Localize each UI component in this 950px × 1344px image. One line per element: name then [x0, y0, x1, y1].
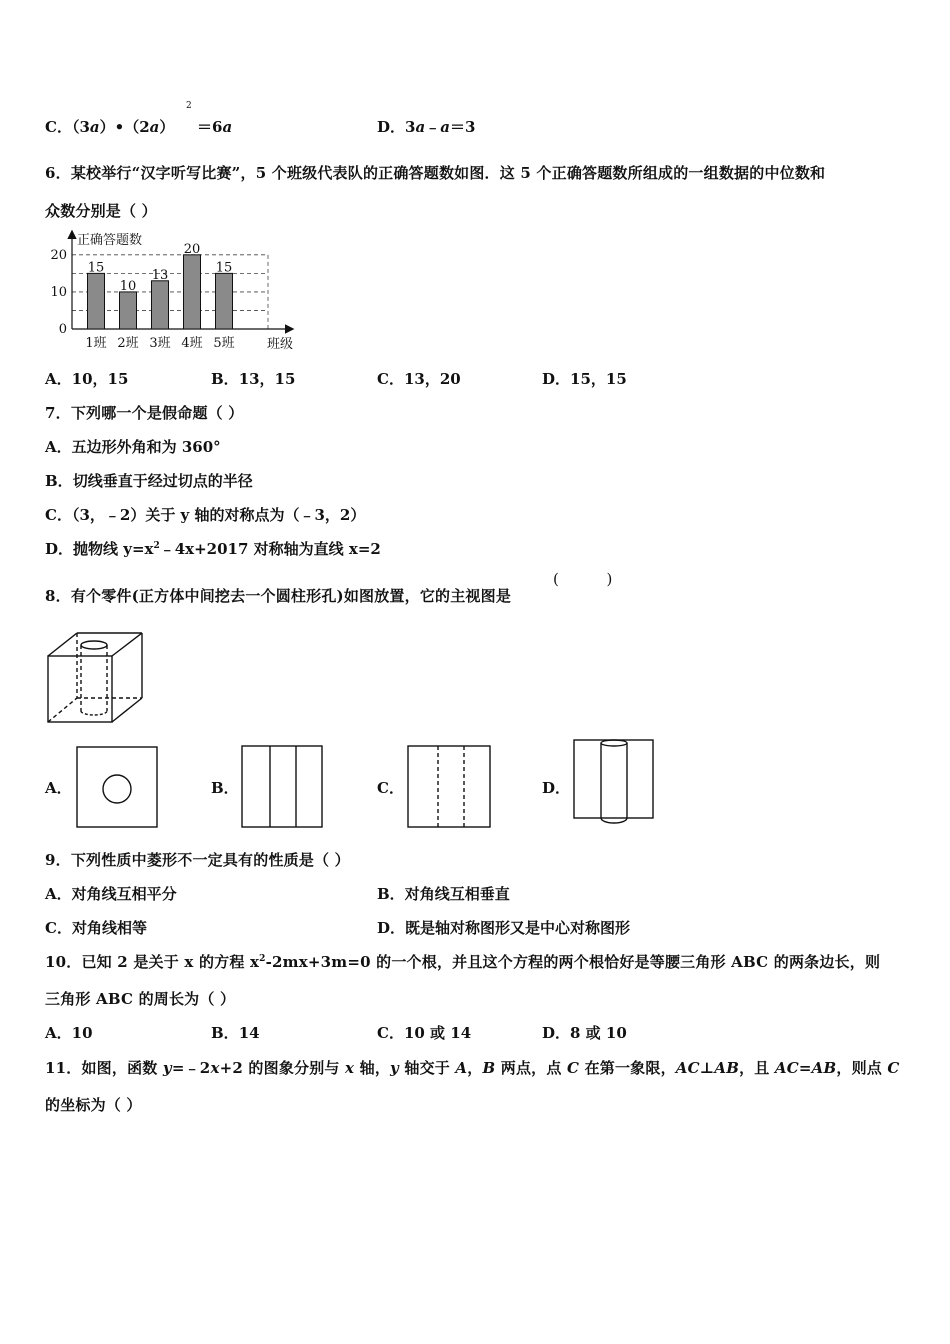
- chart-x-tick-label: 5班: [213, 336, 235, 351]
- q10-option-b: B．14: [211, 1024, 260, 1042]
- chart-y-axis-label: 正确答题数: [77, 233, 143, 248]
- chart-y-tick-label: 10: [50, 284, 67, 300]
- chart-x-tick-label: 3班: [149, 336, 171, 351]
- chart-bar: [184, 255, 201, 329]
- chart-bar: [152, 281, 169, 329]
- chart-y-tick-label: 20: [50, 247, 67, 263]
- q8-option-a-label: A．: [45, 779, 72, 797]
- cube-front-face: [48, 656, 112, 722]
- q7-option-a: A．五边形外角和为 360°: [45, 438, 221, 456]
- q5-option-d: D．3a﹣a＝3: [377, 118, 476, 136]
- q10-option-c: C．10 或 14: [377, 1024, 472, 1042]
- q6-option-d: D．15，15: [542, 370, 627, 388]
- cylinder-bottom: [81, 711, 107, 715]
- chart-data-label: 10: [119, 278, 137, 294]
- cylinder-top: [81, 641, 107, 649]
- q8-cube-figure: [45, 628, 149, 726]
- q5-option-c-result: ＝6a: [197, 118, 233, 136]
- q6-stem-line2: 众数分别是（ ）: [45, 202, 157, 220]
- q8-option-c-label: C．: [377, 779, 404, 797]
- q8-option-d-label: D．: [542, 779, 571, 797]
- chart-x-tick-label: 1班: [85, 336, 107, 351]
- q9-option-c: C．对角线相等: [45, 919, 147, 937]
- cube-edge: [112, 633, 142, 656]
- q8-option-a-figure: [76, 746, 158, 828]
- cube-edge: [112, 698, 142, 722]
- q5-option-d-label: D．: [377, 118, 406, 136]
- q6-option-b: B．13，15: [211, 370, 296, 388]
- cube-hidden-edge: [48, 698, 77, 722]
- chart-x-axis-label: 班级: [266, 337, 294, 352]
- q10-stem-line1: 10．已知 2 是关于 x 的方程 $x^2-2mx+3m=0$ 的一个根，并且这个方程的两个根恰好是等腰三角形 ABC 的两条边长，则: [45, 953, 881, 971]
- chart-data-label: 13: [151, 267, 169, 283]
- q9-option-b: B．对角线互相垂直: [377, 885, 510, 903]
- q7-option-c: C．（3，﹣2）关于 y 轴的对称点为（﹣3，2）: [45, 506, 366, 524]
- q10-option-d: D．8 或 10: [542, 1024, 627, 1042]
- q11-stem-line2: 的坐标为（ ）: [45, 1096, 142, 1114]
- chart-data-label: 15: [215, 260, 233, 276]
- q6-option-a: A．10，15: [45, 370, 129, 388]
- q9-stem: 9．下列性质中菱形不一定具有的性质是（ ）: [45, 851, 350, 869]
- chart-data-label: 15: [87, 260, 105, 276]
- q7-option-b: B．切线垂直于经过切点的半径: [45, 472, 253, 490]
- q10-stem-line2: 三角形 ABC 的周长为（ ）: [45, 990, 236, 1008]
- q5-option-c-label: C．: [45, 118, 72, 136]
- q8-option-b-figure: [241, 745, 323, 828]
- q8-stem: 8．有个零件(正方体中间挖去一个圆柱形孔)如图放置，它的主视图是: [45, 587, 512, 605]
- chart-bar: [216, 273, 233, 329]
- q6-option-c: C．13，20: [377, 370, 461, 388]
- q6-bar-chart: [40, 228, 310, 356]
- q8-answer-paren: ( ): [553, 570, 613, 588]
- q8-option-b-label: B．: [211, 779, 239, 797]
- cube-edge: [48, 633, 77, 656]
- q8-option-c-figure: [407, 745, 491, 828]
- q9-option-a: A．对角线互相平分: [45, 885, 177, 903]
- q6-stem-line1: 6．某校举行“汉字听写比赛”，5 个班级代表队的正确答题数如图．这 5 个正确答题数所组成的一组数据的中位数和: [45, 164, 826, 182]
- chart-bar: [120, 292, 137, 329]
- chart-x-tick-label: 2班: [117, 336, 139, 351]
- q10-option-a: A．10: [45, 1024, 93, 1042]
- chart-y-tick-label: 0: [58, 322, 67, 337]
- chart-data-label: 20: [183, 241, 201, 257]
- q5-option-c: C．（3a）•（2a）: [45, 118, 175, 136]
- chart-bar: [88, 273, 105, 329]
- q8-option-d-figure: [573, 738, 655, 828]
- q7-option-d: D．抛物线 $y=x^2﹣4x+2017$ 对称轴为直线 x=2: [45, 540, 381, 558]
- q5-option-c-exponent: 2: [186, 101, 192, 111]
- q11-stem-line1: 11．如图，函数 y=﹣2x+2 的图象分别与 x 轴，y 轴交于 A，B 两点，点 C 在第一象限，AC⊥AB，且 AC=AB，则点 C: [45, 1059, 900, 1077]
- q7-stem: 7．下列哪一个是假命题（ ）: [45, 404, 244, 422]
- chart-x-tick-label: 4班: [181, 336, 203, 351]
- q9-option-d: D．既是轴对称图形又是中心对称图形: [377, 919, 631, 937]
